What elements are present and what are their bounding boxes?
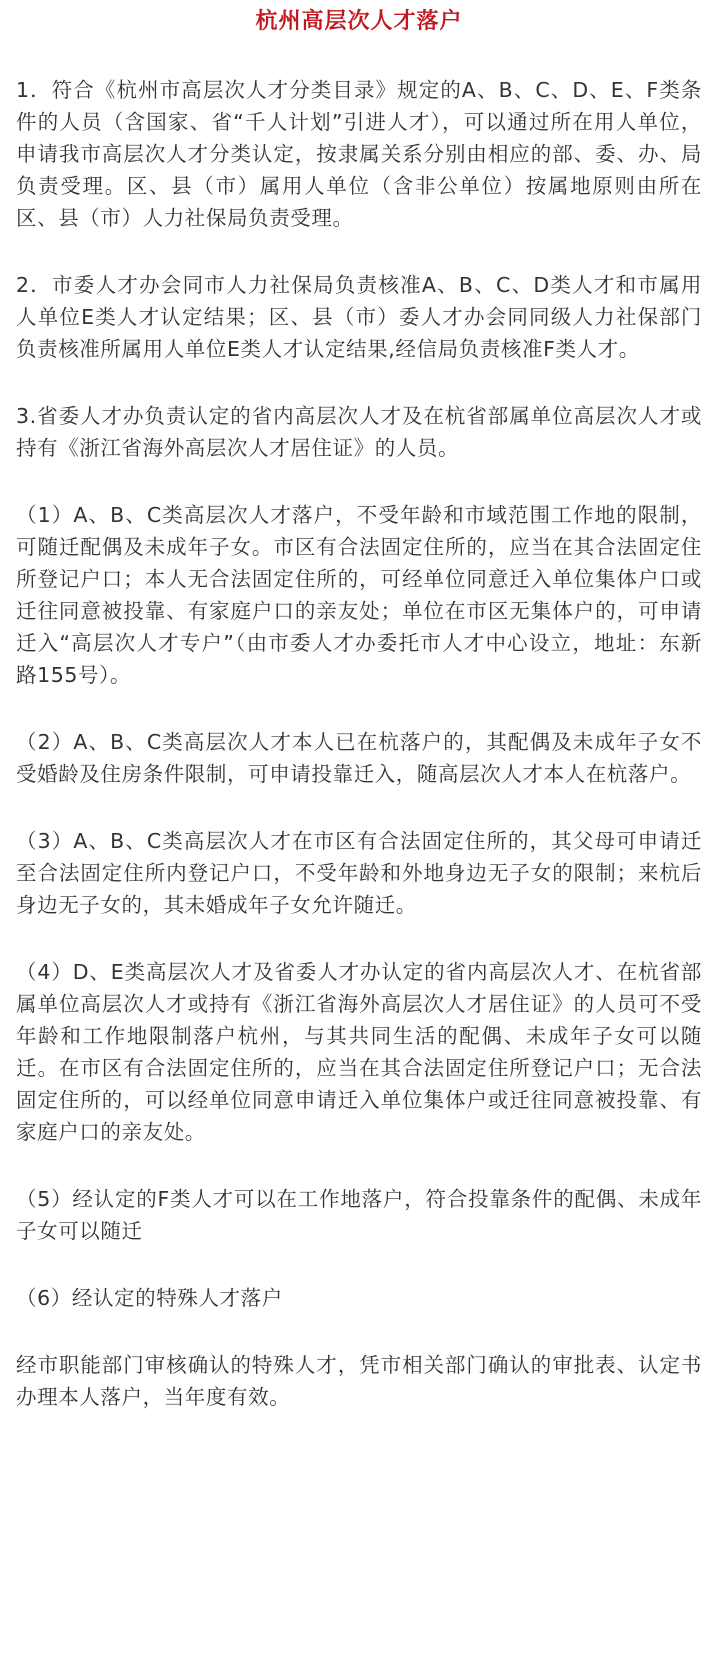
section-3-item-2 [16,726,702,790]
paragraph-item-2: （2）A、B、C类高层次人才本人已在杭落户的，其配偶及未成年子女不受婚龄及住房条件限制，可申请投靠迁入，随高层次人才本人在杭落户。 [16,730,702,786]
section-2 [16,269,702,365]
paragraph-item-1: （1）A、B、C类高层次人才落户，不受年龄和市域范围工作地的限制，可随迁配偶及未成年子女。市区有合法固定住所的，应当在其合法固定住所登记户口；本人无合法固定住所的，可经单位同意迁入单位集体户口或迁往同意被投靠、有家庭户口的亲友处；单位在市区无集体户的，可申请迁入“高层次人才专户”（由市委人才办委托市人才中心设立，地址：东新路155号）。 [16,503,702,687]
special-talent-note [16,1349,702,1413]
paragraph-special-talent: 经市职能部门审核确认的特殊人才，凭市相关部门确认的审批表、认定书办理本人落户，当年度有效。 [16,1353,702,1409]
paragraph-3: 3.省委人才办负责认定的省内高层次人才及在杭省部属单位高层次人才或持有《浙江省海外高层次人才居住证》的人员。 [16,404,702,460]
section-3-item-3 [16,825,702,921]
section-3-item-5 [16,1183,702,1247]
section-3-item-4 [16,956,702,1148]
paragraph-item-4: （4）D、E类高层次人才及省委人才办认定的省内高层次人才、在杭省部属单位高层次人才或持有《浙江省海外高层次人才居住证》的人员可不受年龄和工作地限制落户杭州，与其共同生活的配偶、未成年子女可以随迁。在市区有合法固定住所的，应当在其合法固定住所登记户口；无合法固定住所的，可以经单位同意申请迁入单位集体户或迁往同意被投靠、有家庭户口的亲友处。 [16,960,702,1144]
page-title: 杭州高层次人才落户 [255,9,463,34]
section-3 [16,400,702,464]
paragraph-1: 1．符合《杭州市高层次人才分类目录》规定的A、B、C、D、E、F类条件的人员（含国家、省“千人计划”引进人才），可以通过所在用人单位，申请我市高层次人才分类认定，按隶属关系分别由相应的部、委、办、局负责受理。区、县（市）属用人单位（含非公单位）按属地原则由所在区、县（市）人力社保局负责受理。 [16,78,702,230]
paragraph-item-5: （5）经认定的F类人才可以在工作地落户，符合投靠条件的配偶、未成年子女可以随迁 [16,1187,702,1243]
paragraph-item-3: （3）A、B、C类高层次人才在市区有合法固定住所的，其父母可申请迁至合法固定住所内登记户口，不受年龄和外地身边无子女的限制；来杭后身边无子女的，其未婚成年子女允许随迁。 [16,829,702,917]
paragraph-item-6: （6）经认定的特殊人才落户 [16,1286,283,1310]
section-3-item-1 [16,499,702,691]
section-3-item-6 [16,1282,702,1314]
section-1 [16,74,702,234]
paragraph-2: 2．市委人才办会同市人力社保局负责核准A、B、C、D类人才和市属用人单位E类人才认定结果；区、县（市）委人才办会同同级人力社保部门负责核准所属用人单位E类人才认定结果,经信局负责核准F类人才。 [16,273,702,361]
